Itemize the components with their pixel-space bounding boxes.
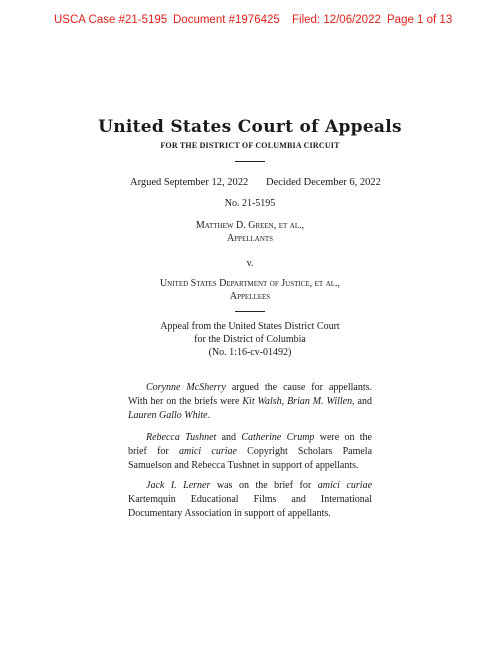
divider-rule — [235, 311, 265, 312]
counsel-name: Lauren Gallo White — [128, 410, 208, 421]
circuit-subtitle: FOR THE DISTRICT OF COLUMBIA CIRCUIT — [160, 141, 340, 150]
versus: v. — [246, 258, 254, 269]
counsel-name: Rebecca Tushnet — [146, 432, 217, 443]
page-number-stamp: Page 1 of 13 — [387, 14, 453, 26]
court-title: United States Court of Appeals — [98, 117, 402, 137]
appeal-line-3: (No. 1:16-cv-01492) — [208, 347, 292, 358]
argued-date: Argued September 12, 2022 — [130, 177, 249, 188]
case-number-stamp: USCA Case #21-5195 — [54, 14, 168, 26]
divider-rule — [235, 161, 265, 162]
appellants-name: Matthew D. Green, et al., — [195, 220, 305, 231]
counsel-paragraph-3: Jack I. Lerner was on the brief for amici curiae Kartemquin Educational Films and International Documentary Association in support of appellants. — [128, 480, 373, 519]
counsel-name: Brian M. Willen — [287, 396, 353, 407]
counsel-name: Jack I. Lerner — [146, 480, 211, 491]
docket-number: No. 21-5195 — [224, 198, 276, 209]
counsel-paragraph-1: Corynne McSherry argued the cause for appellants. With her on the briefs were Kit Walsh, Brian M. Willen, and Lauren Gallo White. — [128, 382, 373, 421]
counsel-name: Catherine Crump — [241, 432, 315, 443]
counsel-paragraph-2: Rebecca Tushnet and Catherine Crump were on the brief for amici curiae Copyright Scholars Pamela Samuelson and Rebecca Tushnet in support of appellants. — [128, 432, 373, 471]
counsel-name: Kit Walsh — [242, 396, 282, 407]
appellants-role: Appellants — [226, 233, 274, 244]
decided-date: Decided December 6, 2022 — [266, 177, 381, 188]
amici-term: amici curiae — [178, 446, 237, 457]
appellees-role: Appellees — [229, 291, 271, 302]
counsel-name: Corynne McSherry — [146, 382, 226, 393]
appeal-line-2: for the District of Columbia — [194, 334, 306, 345]
filing-header — [0, 14, 500, 30]
appeal-line-1: Appeal from the United States District Court — [160, 321, 340, 332]
document-number-stamp: Document #1976425 — [173, 14, 280, 26]
appellees-name: United States Department of Justice, et al., — [159, 278, 341, 289]
amici-term: amici curiae — [317, 480, 373, 491]
filed-date-stamp: Filed: 12/06/2022 — [292, 14, 381, 26]
